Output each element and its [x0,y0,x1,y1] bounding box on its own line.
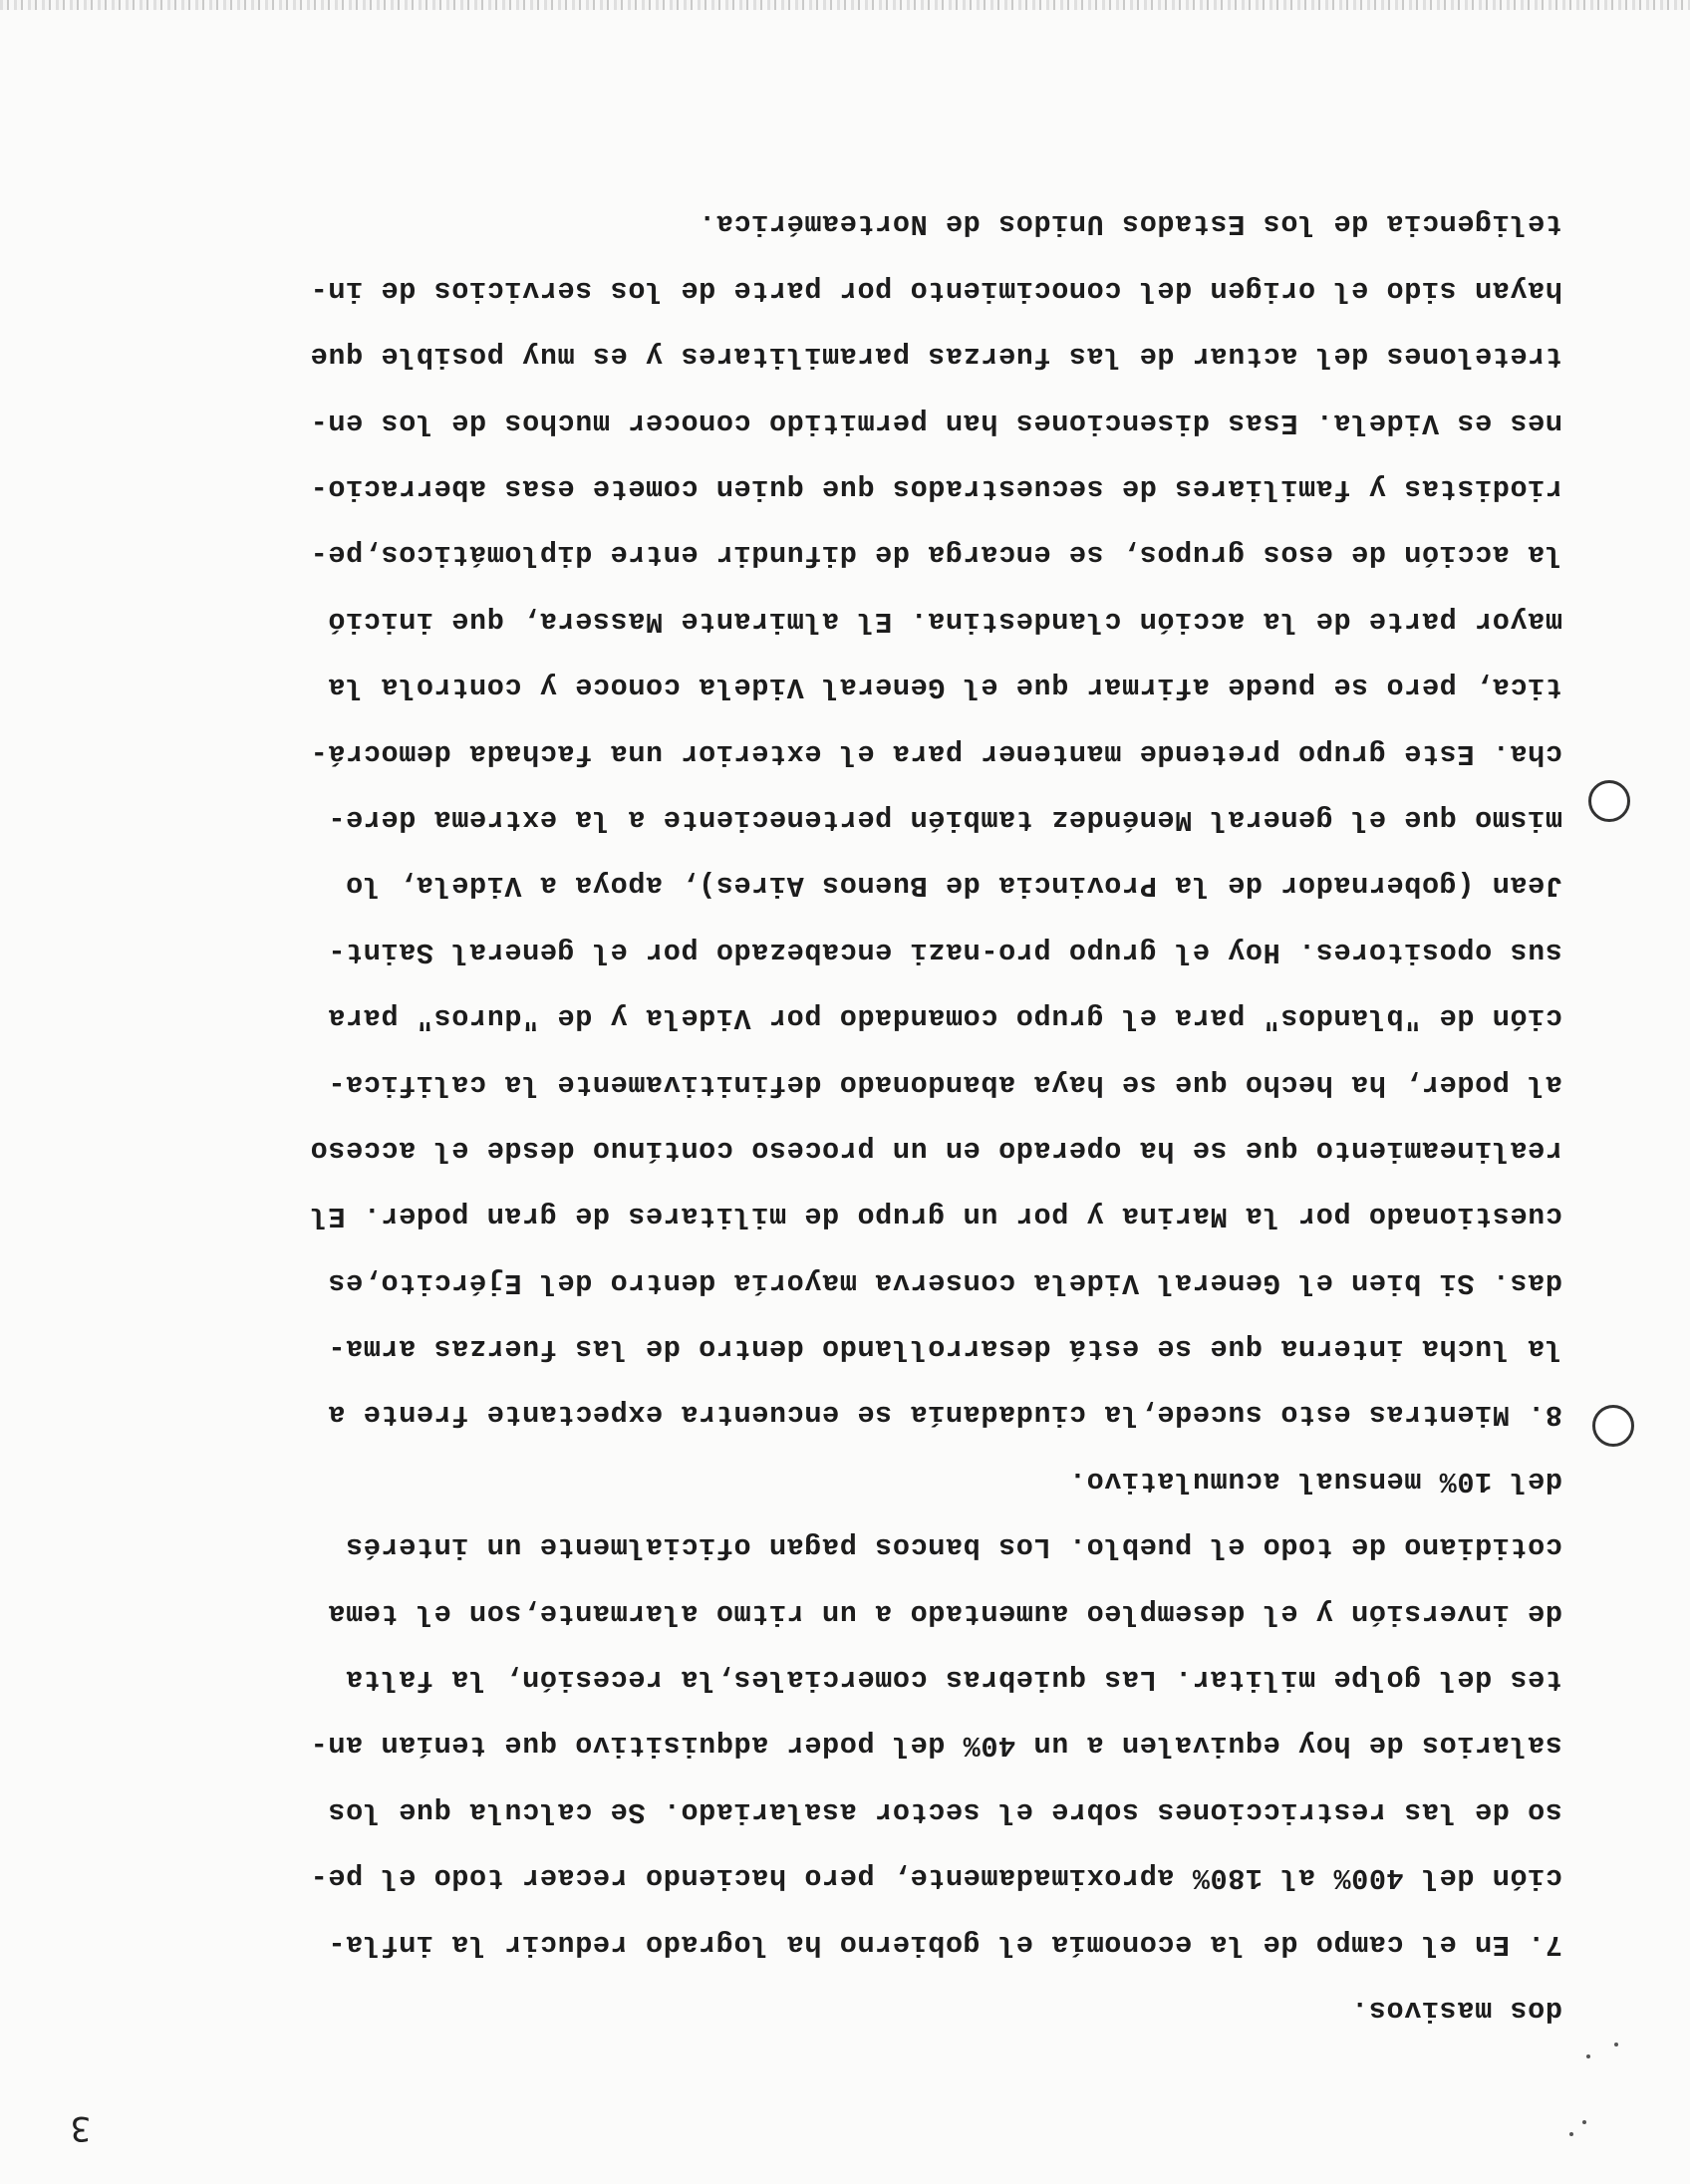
punch-hole [1592,1405,1634,1447]
text-line: del 10% mensual acumulativo. [1068,1464,1562,1498]
text-line: Jean (gobernador de la Provincia de Buenos Aires), apoya a Videla, lo [345,869,1562,903]
text-line: tretelones del actuar de las fuerzas paramilitares y es muy posible que [310,340,1562,374]
text-line: ción del 400% al 180% aproximadamente, pero haciendo recaer todo el pe- [310,1861,1562,1895]
text-line: teligencia de los Estados Unidos de Norteamérica. [698,207,1562,241]
punch-hole [1588,780,1630,822]
text-line: so de las restricciones sobre el sector asalariado. Se calcula que los [327,1794,1562,1828]
text-line: cuestionado por la Marina y por un grupo de militares de gran poder. El [310,1200,1562,1233]
scan-speck [1586,2054,1590,2058]
text-line: cha. Este grupo pretende mantener para el exterior una fachada democrá- [310,736,1562,770]
scan-speck [1569,2132,1573,2136]
text-line: das. Si bien el General Videla conserva mayoría dentro del Ejército,es [327,1265,1562,1299]
text-line: 7. En el campo de la economía el gobierno ha logrado reducir la infla- [327,1927,1562,1961]
text-line: nes es Videla. Esas disenciones han permitido conocer muchos de los en- [310,406,1562,439]
text-line: tica, pero se puede afirmar que el General Videla conoce y controla la [327,671,1562,704]
text-line: dos masivos. [1350,1994,1562,2027]
typed-text-block [28,190,1562,2043]
text-line: riodistas y familiares de secuestrados que quien comete esas aberracio- [310,472,1562,506]
text-line: la acción de esos grupos, se encarga de difundir entre diplomáticos,pe- [310,538,1562,572]
text-line: 8. Mientras esto sucede,la ciudadanía se encuentra expectante frente a [327,1398,1562,1432]
text-line: mismo que el general Menéndez también perteneciente a la extrema dere- [327,802,1562,836]
scan-speck [1582,2120,1586,2124]
text-line: tes del golpe militar. Las quiebras comerciales,la recesión, la falta [345,1663,1562,1697]
page-number: 3 [70,2108,91,2148]
text-line: hayan sido el origen del conocimiento por parte de los servicios de in- [310,273,1562,307]
text-line: al poder, ha hecho que se haya abandonado definitivamente la califica- [327,1067,1562,1101]
text-line: ción de "blandos" para el grupo comandado por Videla y de "duros" para [327,1001,1562,1035]
text-line: de inversión y el desempleo aumentado a un ritmo alarmante,son el tema [327,1596,1562,1630]
text-line: realineamiento que se ha operado en un proceso contínuo desde el acceso [310,1133,1562,1167]
text-line: mayor parte de la acción clandestina. El almirante Massera, que inició [327,604,1562,638]
text-line: salarios de hoy equivalen a un 40% del poder adquisitivo que tenían an- [310,1729,1562,1763]
text-line: sus opositores. Hoy el grupo pro-nazi encabezado por el general Saint- [327,935,1562,968]
text-line: cotidiano de todo el pueblo. Los bancos pagan oficialmente un interés [345,1530,1562,1564]
text-line: la lucha interna que se está desarrollando dentro de las fuerzas arma- [327,1332,1562,1366]
scan-speck [1614,2043,1618,2047]
